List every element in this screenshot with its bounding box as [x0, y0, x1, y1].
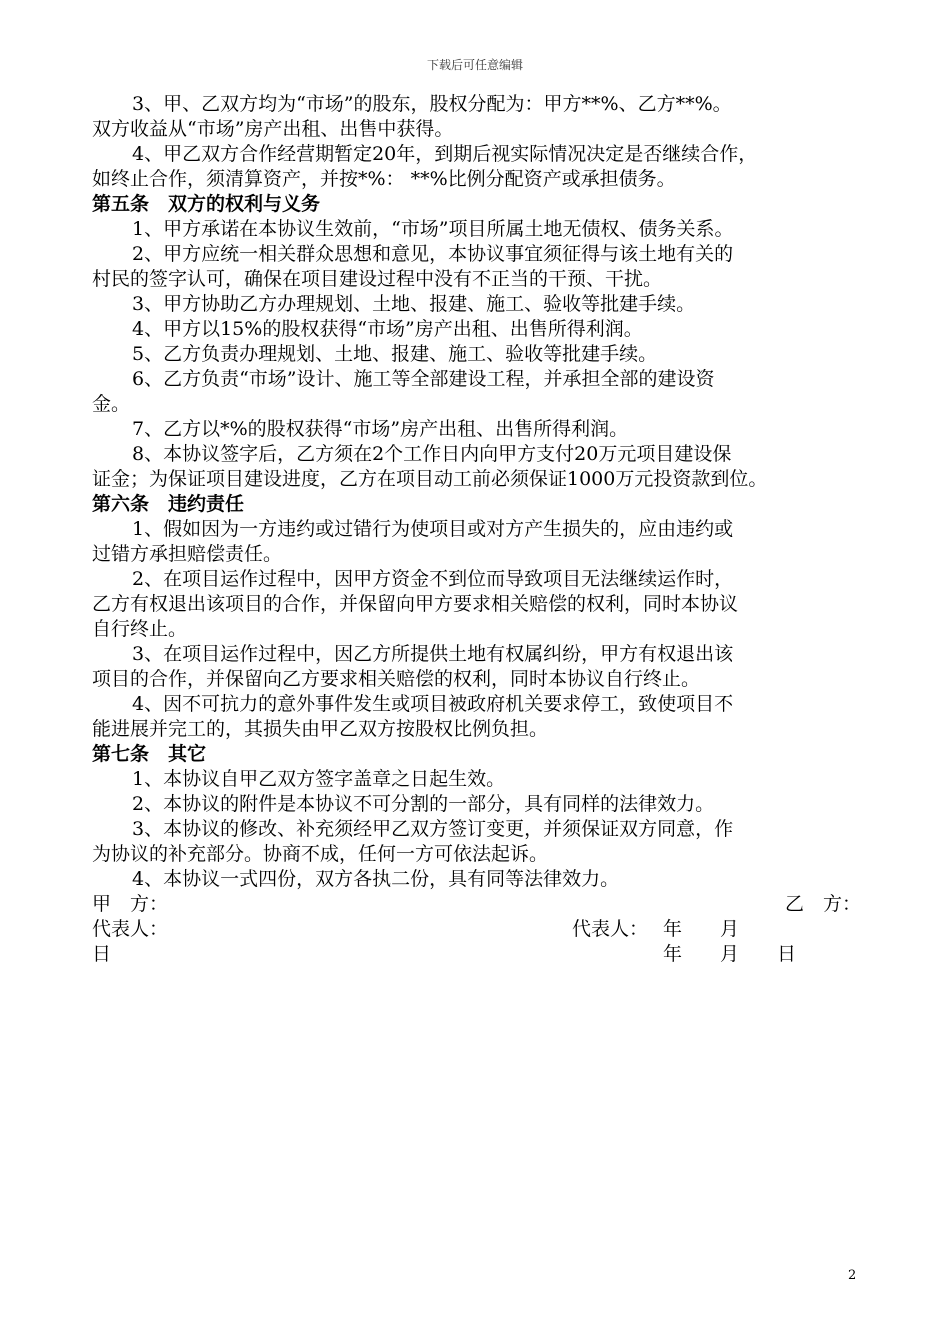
text-line: 金。	[92, 393, 131, 415]
text-line: 1、甲方承诺在本协议生效前，“市场”项目所属土地无债权、债务关系。	[132, 218, 734, 240]
page-number: 2	[848, 1268, 857, 1283]
text-line: 双方收益从“市场”房产出租、出售中获得。	[92, 118, 454, 140]
page-header: 下载后可任意编辑	[426, 58, 523, 72]
text-line: 3、本协议的修改、补充须经甲乙双方签订变更，并须保证双方同意，作	[132, 818, 734, 840]
rep-b-label: 代表人：	[572, 918, 649, 940]
text-line: 3、甲、乙双方均为“市场”的股东，股权分配为：甲方**%、乙方**%。	[132, 93, 732, 115]
document-body	[92, 92, 866, 967]
text-line: 过错方承担赔偿责任。	[92, 543, 283, 565]
section-heading: 第五条 双方的权利与义务	[92, 193, 321, 215]
text-line: 项目的合作，并保留向乙方要求相关赔偿的权利，同时本协议自行终止。	[92, 668, 701, 690]
text-line: 如终止合作，须清算资产，并按*%： **%比例分配资产或承担债务。	[92, 168, 676, 190]
text-line: 2、在项目运作过程中，因甲方资金不到位而导致项目无法继续运作时，	[132, 568, 734, 590]
signature-row-representatives	[92, 917, 866, 942]
signature-row-dates	[92, 942, 866, 967]
text-line: 1、本协议自甲乙双方签字盖章之日起生效。	[132, 768, 506, 790]
date-full-b: 年 月 日	[663, 943, 797, 965]
text-line: 村民的签字认可，确保在项目建设过程中没有不正当的干预、干扰。	[92, 268, 663, 290]
text-line: 4、因不可抗力的意外事件发生或项目被政府机关要求停工，致使项目不	[132, 693, 734, 715]
party-b-label: 乙 方：	[785, 893, 862, 915]
text-line: 为协议的补充部分。协商不成，任何一方可依法起诉。	[92, 843, 549, 865]
text-line: 6、乙方负责“市场”设计、施工等全部建设工程，并承担全部的建设资	[132, 368, 715, 390]
text-line: 1、假如因为一方违约或过错行为使项目或对方产生损失的，应由违约或	[132, 518, 734, 540]
text-line: 4、本协议一式四份，双方各执二份，具有同等法律效力。	[132, 868, 620, 890]
date-day-a: 日	[92, 943, 112, 965]
text-line: 4、甲乙双方合作经营期暂定20年，到期后视实际情况决定是否继续合作，	[132, 143, 758, 165]
signature-row-parties	[92, 892, 866, 917]
text-line: 3、在项目运作过程中，因乙方所提供土地有权属纠纷，甲方有权退出该	[132, 643, 734, 665]
text-line: 自行终止。	[92, 618, 188, 640]
text-line: 5、乙方负责办理规划、土地、报建、施工、验收等批建手续。	[132, 343, 658, 365]
text-line: 8、本协议签字后，乙方须在2个工作日内向甲方支付20万元项目建设保	[132, 443, 732, 465]
clause-list	[92, 92, 866, 892]
text-line: 2、甲方应统一相关群众思想和意见，本协议事宜须征得与该土地有关的	[132, 243, 734, 265]
text-line: 乙方有权退出该项目的合作，并保留向甲方要求相关赔偿的权利，同时本协议	[92, 593, 739, 615]
text-line: 证金；为保证项目建设进度，乙方在项目动工前必须保证1000万元投资款到位。	[92, 468, 768, 490]
section-heading: 第六条 违约责任	[92, 493, 245, 515]
text-line: 2、本协议的附件是本协议不可分割的一部分，具有同样的法律效力。	[132, 793, 715, 815]
date-year-month: 年 月	[663, 918, 740, 940]
text-line: 7、乙方以*%的股权获得“市场”房产出租、出售所得利润。	[132, 418, 629, 440]
party-a-label: 甲 方：	[92, 893, 169, 915]
text-line: 3、甲方协助乙方办理规划、土地、报建、施工、验收等批建手续。	[132, 293, 696, 315]
rep-a-label: 代表人：	[92, 918, 169, 940]
section-heading: 第七条 其它	[92, 743, 207, 765]
text-line: 4、甲方以15%的股权获得“市场”房产出租、出售所得利润。	[132, 318, 643, 340]
text-line: 能进展并完工的，其损失由甲乙双方按股权比例负担。	[92, 718, 549, 740]
